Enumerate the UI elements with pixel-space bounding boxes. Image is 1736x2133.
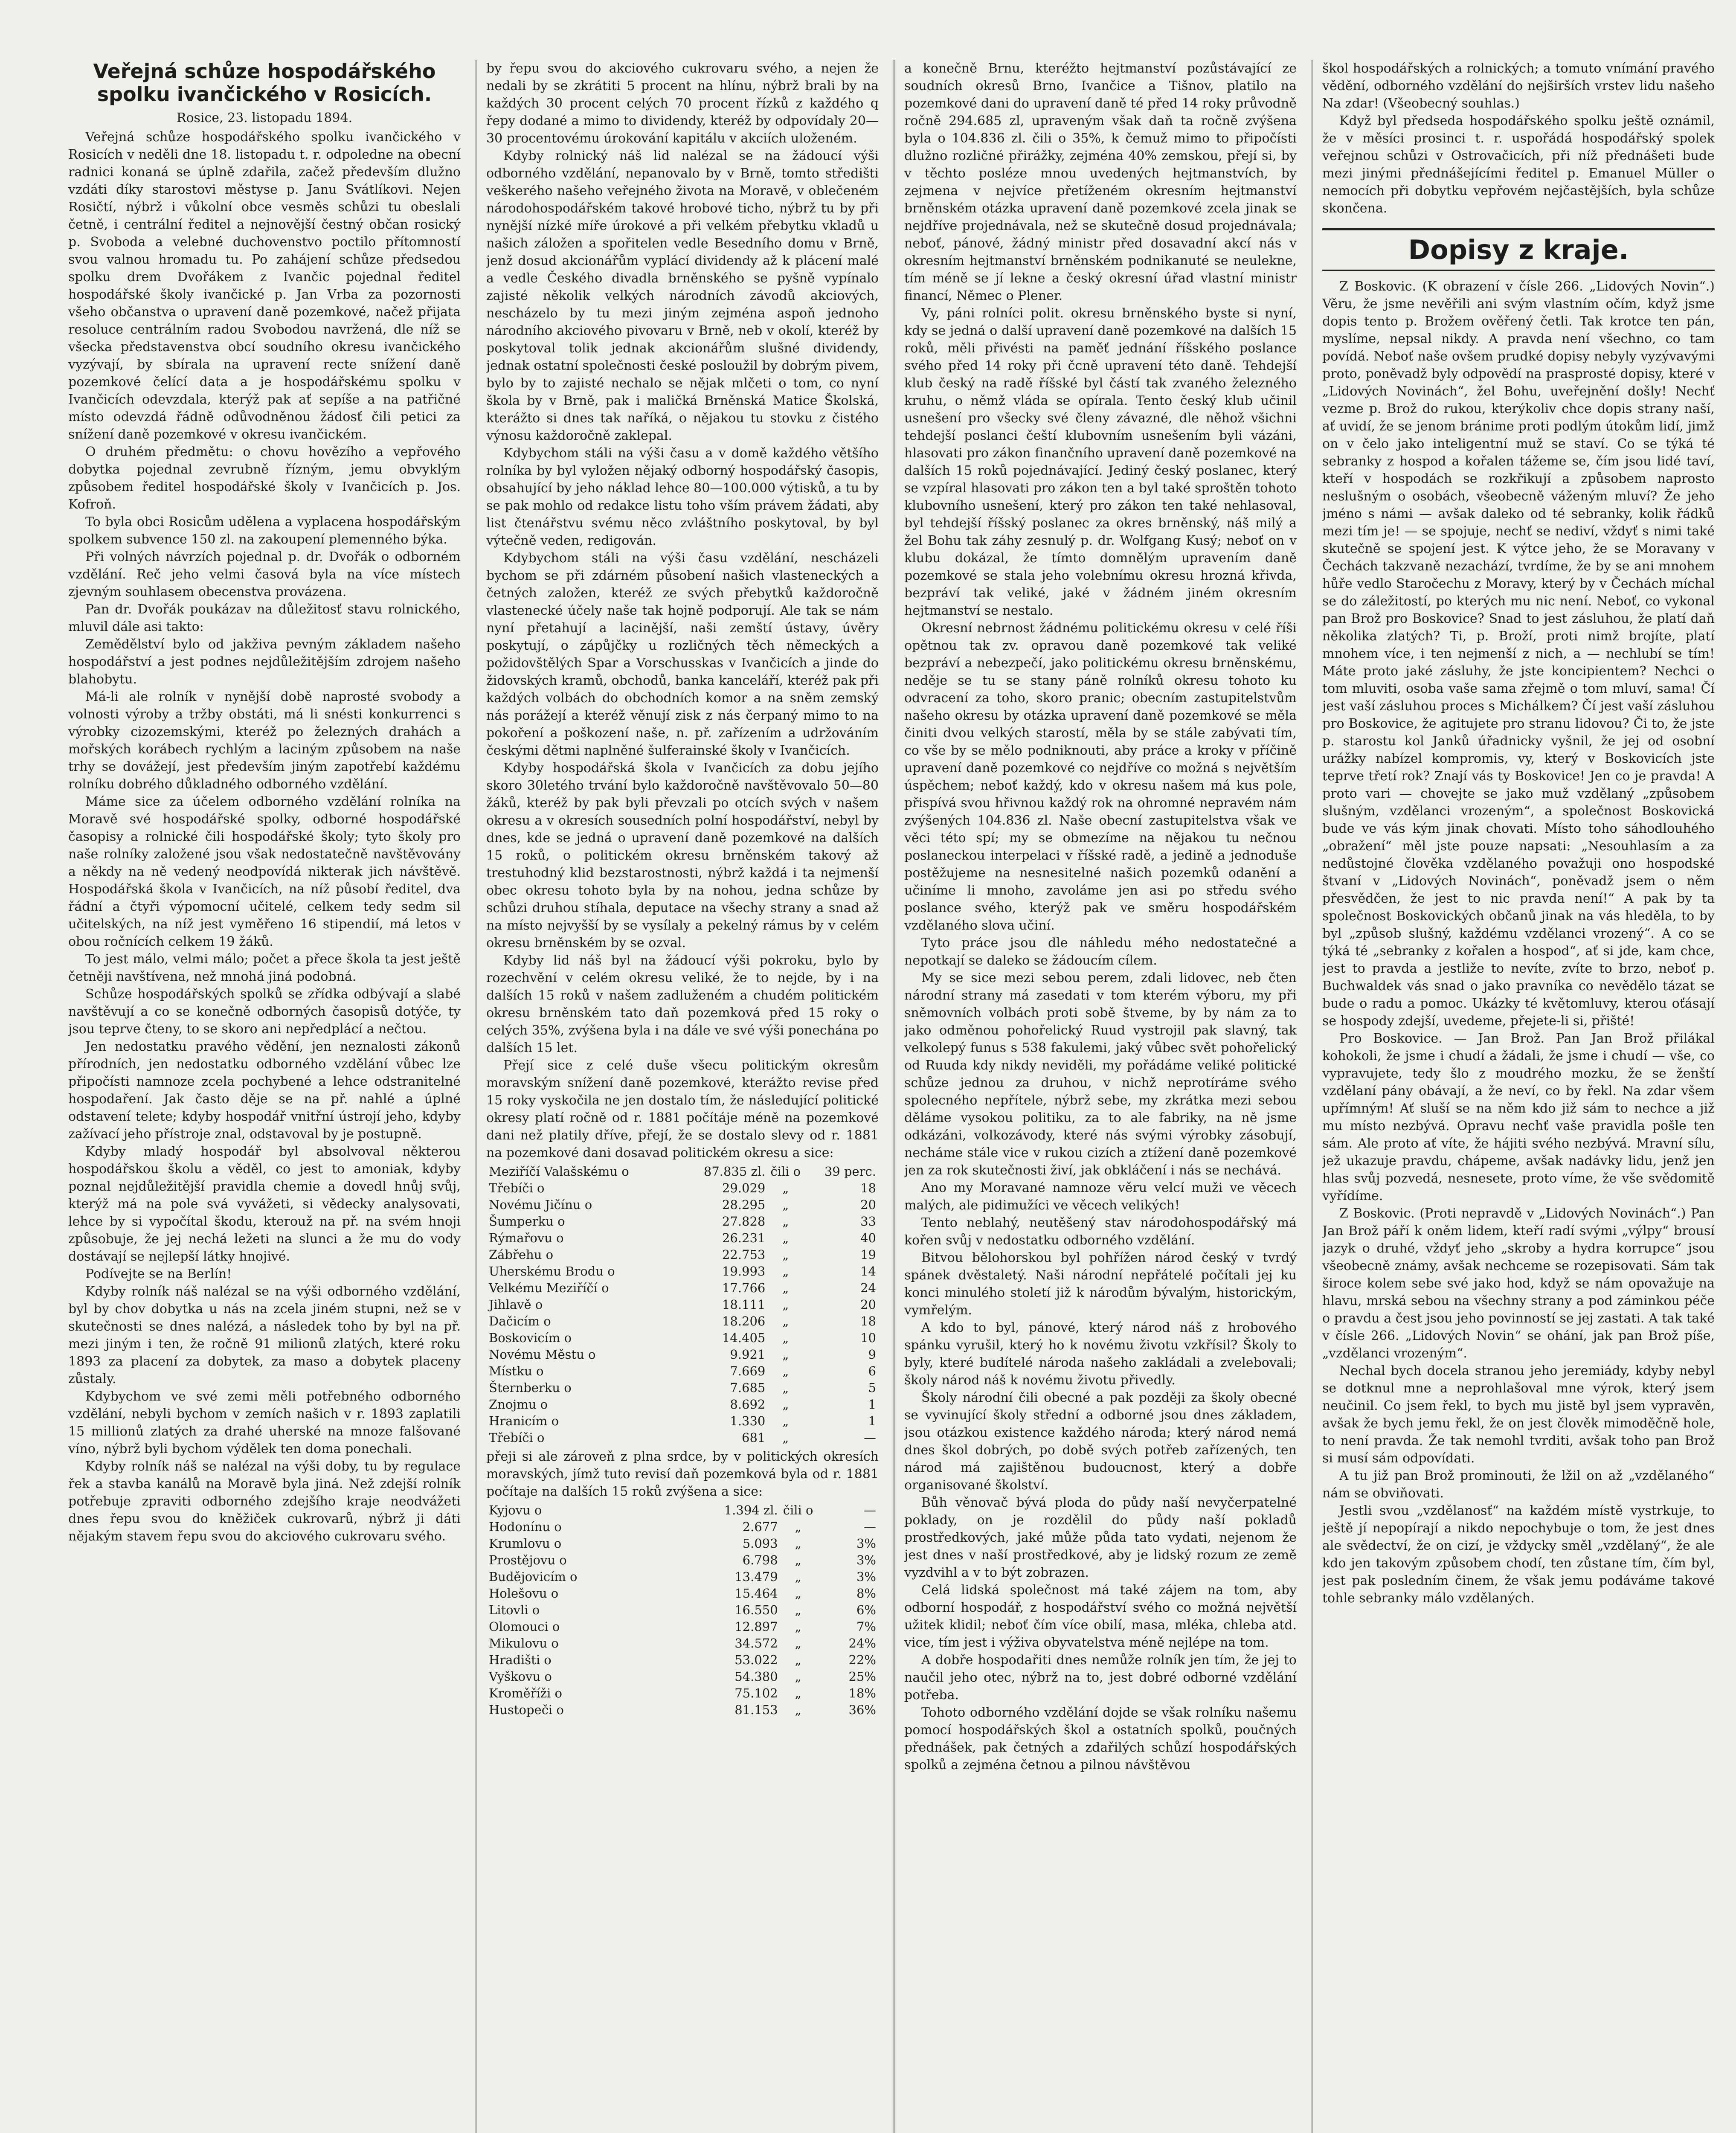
- article-paragraph: Zemědělství bylo od jakživa pevným základem našeho hospodářství a jest podnes nejdůležitějším zdrojem našeho blahobytu.: [68, 637, 461, 687]
- amount-cell: 12.897: [734, 1619, 778, 1634]
- table-row: [486, 1619, 879, 1635]
- district-cell: Rýmařovu o: [489, 1231, 564, 1245]
- percent-cell: 3%: [856, 1536, 876, 1551]
- district-cell: Hodonínu o: [489, 1520, 562, 1534]
- article-dateline: Rosice, 23. listopadu 1894.: [176, 110, 353, 125]
- amount-cell: 13.479: [734, 1569, 778, 1584]
- article-paragraph: Školy národní čili obecné a pak později za školy obecné se vyvinující školy střední a odborné jsou dnes základem, jsou otázkou existence každého národa; který národ nemá dnes škol dobrých, po době svých potřeb zařízených, ten národ má zajištěnou budoucnost, který a dobře organisované školství.: [904, 1390, 1297, 1493]
- amount-cell: 9.921: [730, 1347, 766, 1362]
- amount-cell: 17.766: [722, 1281, 766, 1295]
- ditto-cell: „: [795, 1619, 801, 1634]
- ditto-cell: čili o: [783, 1503, 813, 1517]
- percent-cell: 18: [860, 1181, 876, 1195]
- percent-cell: —: [864, 1520, 876, 1534]
- table-row: [486, 1519, 879, 1535]
- column-3: [904, 60, 1297, 2133]
- amount-cell: 18.206: [722, 1314, 766, 1328]
- percent-cell: 24%: [848, 1636, 876, 1651]
- district-cell: Třebíči o: [489, 1181, 545, 1195]
- article-paragraph: Veřejná schůze hospodářského spolku ivančického v Rosicích v neděli dne 18. listopadu t. r. odpoledne na obecní radnici konaná se úplně zdařila, začež především dlužno vzdáti díky starostovi městyse p. Janu Svátlíkovi. Nejen Rosičtí, nýbrž i vůkolní obce vesměs schůzi tu obeslali četně, i centrální ředitel a nejnovější čestný občan rosický p. Svoboda a velebné duchovenstvo poctilo přítomností svou valnou hromadu tu. Po zahájení schůze předsedou spolku drem Dvořákem z Ivančic pojednal ředitel hospodářské školy ivančické p. Jan Vrba za pozornosti všeho občanstva o upravení daně pozemkové, načež přijata resoluce centrálním radou Svobodou navržená, dle níž se všecka představenstva obcí soudního okresu ivančického vyzývají, by sbírala na upravení recte snížení daně pozemkové čelící data a je hospodářskému spolku v Ivančicích odevzdala, kterýž pak ať sepíše a na patřičné místo odevzdá řádně odůvodněnou žádosť čili petici za snížení daně pozemkové v okresu ivančickém.: [68, 130, 461, 442]
- article-paragraph: škol hospodářských a rolnických; a tomuto vnímání pravého vědění, odborného vzdělání do nejširších vrstev lidu našeho Na zdar! (Všeobecný souhlas.): [1322, 61, 1715, 111]
- ditto-cell: „: [782, 1430, 789, 1445]
- ditto-cell: „: [782, 1314, 789, 1328]
- district-cell: Šumperku o: [489, 1214, 565, 1229]
- percent-cell: 6%: [856, 1603, 876, 1617]
- table-row: [486, 1702, 879, 1718]
- amount-cell: 27.828: [722, 1214, 766, 1229]
- ditto-cell: „: [795, 1703, 801, 1717]
- district-cell: Hranicím o: [489, 1414, 559, 1428]
- article-paragraph: Má-li ale rolník v nynější době naprosté svobody a volnosti výroby a tržby obstáti, má li snésti konkurrenci s výrobky cizozemskými, kteréž po železných drahách a mořských korábech rychlým a laciným způsobem na naše trhy se dovážejí, jest především jiným zapotřebí každému rolníku dobrého důkladného odborného vzdělání.: [68, 689, 461, 792]
- ditto-cell: „: [782, 1214, 789, 1229]
- district-cell: Hradišti o: [489, 1653, 552, 1667]
- percent-cell: 22%: [848, 1653, 876, 1667]
- amount-cell: 54.380: [734, 1669, 778, 1684]
- article-paragraph: Tento neblahý, neutěšený stav národohospodářský má kořen svůj v nedostatku odborného vzdělání.: [904, 1215, 1297, 1248]
- amount-cell: 26.231: [722, 1231, 766, 1245]
- district-cell: Mikulovu o: [489, 1636, 559, 1651]
- percent-cell: 20: [860, 1297, 876, 1312]
- percent-cell: 18%: [848, 1686, 876, 1700]
- article-paragraph: To jest málo, velmi málo; počet a přece škola ta jest ještě četněji navštívena, než mnohá jiná podobná.: [68, 952, 461, 984]
- table-row: [486, 1535, 879, 1552]
- percent-cell: 18: [860, 1314, 876, 1328]
- article-paragraph: Kdyby lid náš byl na žádoucí výši pokroku, bylo by rozechvění v celém okresu veliké, že to nejde, by i na dalších 15 roků v našem zadluženém a chudém politickém okresu brněnském tato daň pozemková před 15 roky o celých 35%, zvýšena byla i na dále ve své výši ponechána po dalších 15 let.: [486, 953, 879, 1055]
- percent-cell: 8%: [856, 1586, 876, 1601]
- ditto-cell: „: [782, 1281, 789, 1295]
- article-paragraph: Kdybychom stáli na výši času a v domě každého většího rolníka by byl vyložen nějaký odborný hospodářský časopis, obsahující by jeho náklad lehce 80—100.000 výtisků, a tu by se pak mohlo od redakce listu toho vším právem žádati, aby list čtenářstvu svému něco zvláštního poskytoval, by byl výtečně veden, redigován.: [486, 446, 879, 548]
- ditto-cell: „: [782, 1364, 789, 1378]
- table-row: [486, 1197, 879, 1213]
- table-row: [486, 1247, 879, 1263]
- article-headline: Veřejná schůze hospodářského spolku ivančického v Rosicích.: [93, 60, 436, 106]
- table-row: [486, 1380, 879, 1396]
- article-paragraph: To byla obci Rosicům udělena a vyplacena hospodářským spolkem subvence 150 zl. na zakoupení plemenného býka.: [68, 514, 461, 547]
- article-paragraph: Bůh věnovač bývá ploda do půdy naší nevyčerpatelné poklady, on je rozdělil do půdy naší pokladů prostředkových, jaké může půda tato vydati, nejenom že jest dnes v naší prostředkové, aby je lidský rozum ze země vyzdvihl a v to být zobrazen.: [904, 1495, 1297, 1580]
- article-paragraph: Bitvou bělohorskou byl pohřížen národ český v tvrdý spánek dvěstaletý. Naši národní nepřátelé počítali jej ku konci minulého století již k národům bývalým, historickým, vymřelým.: [904, 1250, 1297, 1318]
- percent-cell: 3%: [856, 1569, 876, 1584]
- percent-cell: 14: [860, 1264, 876, 1279]
- amount-cell: 6.798: [742, 1553, 778, 1567]
- ditto-cell: „: [795, 1553, 801, 1567]
- table-row: [486, 1430, 879, 1446]
- amount-cell: 5.093: [742, 1536, 778, 1551]
- amount-cell: 7.685: [730, 1380, 766, 1395]
- table-row: [486, 1230, 879, 1247]
- ditto-cell: „: [782, 1247, 789, 1262]
- article-paragraph: A kdo to byl, pánové, který národ náš z hrobového spánku vyrušil, který ho k novému životu vzkřísil? Školy to byly, které budítelé národa našeho zakládali a zvelebovali; školy národ náš k novému životu přivedly.: [904, 1320, 1297, 1388]
- table-row: [486, 1330, 879, 1346]
- district-cell: Novému Městu o: [489, 1347, 596, 1362]
- article-paragraph: Kdyby rolník náš nalézal se na výši odborného vzdělání, byl by chov dobytka u nás na zcela jiném stupni, než se v skutečnosti se dnes nalézá, a následek toho by byl na př. mezi jiným i ten, že ročně 91 milionů zlatých, které roku 1893 za placení za dobytek, za maso a dobytek placeny zůstaly.: [68, 1284, 461, 1386]
- district-cell: Holešovu o: [489, 1586, 559, 1601]
- district-cell: Šternberku o: [489, 1380, 572, 1395]
- amount-cell: 18.111: [722, 1297, 766, 1312]
- percent-cell: 6: [868, 1364, 876, 1378]
- ditto-cell: „: [795, 1636, 801, 1651]
- district-cell: Třebíči o: [489, 1430, 545, 1445]
- table-row: [486, 1585, 879, 1602]
- district-cell: Místku o: [489, 1364, 544, 1378]
- article-paragraph: Kdyby hospodářská škola v Ivančicích za dobu jejího skoro 30letého trvání bylo každoročně navštěvovalo 50—80 žáků, kteréž by pak byli převzali po otcích svých v našem okresu a v okresích sousedních polní hospodářství, nebyl by dnes, kde se jedná o upravení daně pozemkové na dalších 15 roků, o politickém okresu brněnském takový až trestuhodný klid bezstarostnosti, nýbrž každá i ta nejmenší obec okresu tohoto byla by na nohou, jedna schůze by schůzi druhou stíhala, deputace na všechy strany a snad až na místo nejvyšší by se vysílaly a pekelný rámus by v celém okresu brněnském by se ozval.: [486, 761, 879, 950]
- amount-cell: 16.550: [734, 1603, 778, 1617]
- amount-cell: 87.835 zl.: [703, 1164, 766, 1179]
- amount-cell: 1.394 zl.: [724, 1503, 778, 1517]
- amount-cell: 2.677: [742, 1520, 778, 1534]
- percent-cell: 1: [868, 1414, 876, 1428]
- newspaper-page: [68, 60, 1723, 2133]
- article-paragraph: Vy, páni rolníci polit. okresu brněnského byste si nyní, kdy se jedná o další upravení daně pozemkové na dalších 15 roků, měli přivésti na paměť jednání říšského poslance svého před 14 roky při čcně upravení této daně. Tehdejší klub český na radě říšské byl částí tak zvaného železného kruhu, o němž vláda se opírala. Tento český klub učinil usnešení pro všecky své členy závazné, dle něhož všichni tehdejší poslanci čeští klubovním usnešením byli vázáni, hlasovati pro zákon finančního upravení daně pozemkové na dalších 15 roků pojednávající. Jediný český poslanec, který se vzpíral hlasovati pro zákon ten a byl také sproštěn tohoto klubovního usnešení, který pro zákon ten také nehlasoval, byl tehdejší říšský poslanec za okres brněnský, náš milý a žel Bohu tak záhy zesnulý p. dr. Wolfgang Kusý; neboť on v klubu dokázal, že tímto domnělým upravením daně pozemkové se stala jeho volebnímu okresu hrozná křivda, bezpráví tak veliké, jaké v žádném jiném okresním hejtmanství se nestalo.: [904, 306, 1297, 618]
- amount-cell: 28.295: [722, 1197, 766, 1212]
- ditto-cell: „: [782, 1397, 789, 1412]
- letter-paragraph: Pro Boskovice. — Jan Brož. Pan Jan Brož přilákal kohokoli, že jsme i chudí a žádali, že jsme i chudí — vše, co vypravujete, tedy šlo z moudrého mozku, že se ženští vzdělaní pány obávají, a že neví, co by řekl. Na zdar všem upřímným! Ať sluší se na něm kdo již sám to nechce a již mu místo nezbývá. Opravu nechť vaše pravidla pošle ten sám. Ale proto ať víte, že hájiti svého nezbývá. Mravní sílu, jež ukazuje pravdu, chápeme, avšak nadávky lidu, jenž jen hlas svůj pozvedá, nesnesete, proto víme, že vše svědomitě vyřídíme.: [1322, 1031, 1715, 1203]
- percent-cell: 7%: [856, 1619, 876, 1634]
- district-cell: Uherskému Brodu o: [489, 1264, 615, 1279]
- district-cell: Kroměříži o: [489, 1686, 563, 1700]
- ditto-cell: „: [795, 1586, 801, 1601]
- district-cell: Dačicím o: [489, 1314, 551, 1328]
- percent-cell: —: [864, 1430, 876, 1445]
- article-paragraph: My se sice mezi sebou perem, zdali lidovec, neb čten národní strany má zasedati v tom kterém výboru, my při sněmovních volbách proti sobě štveme, by by nám za to jako odměnou pohořelický Ruud vystrojil pak slavný, tak velkolepý funus s 538 fakulemi, jaký vůbec svět pohořelický od Ruuda kdy nikdy neviděli, my pořádáme veliké politické schůze jednou za druhou, v nichž neprotíráme svého spolecného nepřítele, nýbrž sebe, my zkrátka mezi sebou děláme vysokou politiku, za to ale fabriky, na ně jsme odkázáni, volkozávody, které nás svými výrobky zásobují, necháme stále vice v rukou cizích a ztížení daně pozemkové jen za rok skutečnosti živí, jak obkláčení i nás se nechává.: [904, 971, 1297, 1178]
- table-row: [486, 1213, 879, 1230]
- ditto-cell: „: [782, 1380, 789, 1395]
- amount-cell: 53.022: [734, 1653, 778, 1667]
- percent-cell: 9: [868, 1347, 876, 1362]
- article-paragraph: Když byl předseda hospodářského spolku ještě oznámil, že v měsíci prosinci t. r. uspořádá hospodářský spolek veřejnou schůzi v Ostrovačicích, při níž přednášeti bude mezi jinými přednášejícími ředitel p. Emanuel Müller o nemocích při dobytku vepřovém nejčastějších, byla schůze skončena.: [1322, 113, 1715, 216]
- article-paragraph: Tyto práce jsou dle náhledu mého nedostatečné a nepotkají se daleko se žádoucím cílem.: [904, 936, 1297, 968]
- percent-cell: 25%: [848, 1669, 876, 1684]
- district-cell: Novému Jičínu o: [489, 1197, 592, 1212]
- ditto-cell: „: [782, 1414, 789, 1428]
- ditto-cell: „: [795, 1669, 801, 1684]
- article-paragraph: Jen nedostatku pravého vědění, jen neznalosti zákonů přírodních, jen nedostatku odborného vzdělání vůbec lze připočísti namnoze zcela pochybené a lehce odstranitelné hospodaření. Jak často děje se na př. nahlé a úplné odstavení telete; kdyby hospodář vnitřní ústrojí jeho, kdyby zažívací jeho přístroje znal, odstavoval by je postupně.: [68, 1039, 461, 1142]
- percent-cell: 33: [860, 1214, 876, 1229]
- table-row: [486, 1280, 879, 1296]
- table-row: [486, 1263, 879, 1280]
- article-paragraph: Kdyby rolník náš se nalézal na výši doby, tu by regulace řek a stavba kanálů na Moravě byla jiná. Než zdejší rolník potřebuje zpraviti odborného zdejšího kraje neodvážeti dnes řepu svou do kněžiček cukrovarů, nýbrž ji dáti nějakým stavem řepu svou do akciového cukrovaru svého.: [68, 1459, 461, 1544]
- letter-paragraph: Nechal bych docela stranou jeho jeremiády, kdyby nebyl se dotknul mne a neprohlašoval mne výrok, který jsem neučinil. Co jsem řekl, to bych mu jistě byl jsem vypravěn, avšak že bych jemu řekl, že on jest člověk mimoděčně hole, to není pravda. Že tak nemohl tvrditi, avšak toho pan Brož si musí sám odpovídati.: [1322, 1363, 1715, 1466]
- district-cell: Velkému Meziříčí o: [489, 1281, 609, 1295]
- table-row: [486, 1569, 879, 1585]
- table-row: [486, 1363, 879, 1380]
- ditto-cell: čili o: [770, 1164, 801, 1179]
- table-row: [486, 1652, 879, 1668]
- ditto-cell: „: [795, 1686, 801, 1700]
- article-paragraph: Ano my Moravané namnoze věru velcí muži ve věcech malých, ale pidimužíci ve věcech velikých!: [904, 1180, 1297, 1213]
- letter-paragraph: Jestli svou „vzdělanosť“ na každém místě vystrkuje, to ještě jí nepopírají a nikdo nepochybuje o tom, že jest dnes ale svědectví, že on cizí, je vždycky směl „vzdělaný“, že ale kdo jen takovým způsobem chodí, ten zůstane tím, čím byl, jest pak posledním činem, že však jemu podáváme takové tohle sebranky málo vzdělaných.: [1322, 1503, 1715, 1606]
- article-paragraph: Okresní nebrnost žádnému politickému okresu v celé říši opětnou tak zv. opravou daně pozemkové tak veliké bezpráví a nebezpečí, jako politickému okresu brněnskému, neděje se tu se stany páně rolníků okresu tohoto ku odvracení za toho, skoro pranic; obecním zastupitelstvům našeho okresu by otázka upravení daně pozemkové se měla činiti dvou velkých starostí, měla by se stále zabývati tím, co vše by se mělo podniknouti, aby práce a kroky v příčině upravení daně pozemkové co nejdříve co možná s největším úspěchem; neboť každý, kdo v okresu našem má kus pole, přispívá svou hřivnou každý rok na ohromné nepravém nám zvýšených 104.836 zl. Naše obecní zastupitelstva však ve věci této spí; my se obmezíme na nějakou tu nečnou poslaneckou interpelaci v říšské radě, a jedině a jednoduše postěžujeme na nesnesitelné našich pozemků odanění a učiníme li mnoho, zavoláme jen asi po středu svého poslance svého, kterýž pak ve směru hospodářském vzdělaného slova učiní.: [904, 621, 1297, 933]
- ditto-cell: „: [795, 1536, 801, 1551]
- table-row: [486, 1668, 879, 1685]
- table-row: [486, 1602, 879, 1619]
- table-row: [486, 1685, 879, 1702]
- article-paragraph: Při volných návrzích pojednal p. dr. Dvořák o odborném vzdělání. Reč jeho velmi časová byla na více místech zjevným souhlasem obecenstva provázena.: [68, 549, 461, 599]
- tax-reduction-table: [486, 1163, 879, 1446]
- percent-cell: 10: [860, 1331, 876, 1345]
- article-paragraph: Máme sice za účelem odborného vzdělání rolníka na Moravě své hospodářské spolky, odborné hospodářské časopisy a rolnické čili hospodářské školy; tyto školy pro naše rolníky založené jsou však nedostatečně navštěvovány a někdy na ně vedený neodpovídá nikterak jich návštěvě. Hospodářská škola v Ivančicích, na níž působí ředitel, dva řádní a čtyři výpomocní učitelé, celkem tedy sedm sil učitelských, na níž jest vyměřeno 16 stipendií, má letos v obou ročnících celkem 19 žáků.: [68, 794, 461, 949]
- article-paragraph: A dobře hospodařiti dnes nemůže rolník jen tím, že jej to naučil jeho otec, nýbrž na to, jest dobré odborné vzdělání potřeba.: [904, 1653, 1297, 1703]
- amount-cell: 29.029: [722, 1181, 766, 1195]
- ditto-cell: „: [782, 1231, 789, 1245]
- column-4: [1322, 60, 1715, 2133]
- amount-cell: 22.753: [722, 1247, 766, 1262]
- ditto-cell: „: [795, 1520, 801, 1534]
- article-paragraph: a konečně Brnu, kteréžto hejtmanství pozůstávající ze soudních okresů Brno, Ivančice a Tišnov, platilo na pozemkové dani do upravení daně té před 14 roky průvodně ročně 294.685 zl, upraveným však daň ta ročně zvýšena byla o 104.836 zl. čili o 35%, k čemuž mimo to připočísti dlužno rozličné přirážky, zejména 40% zemskou, přejí si, by v těchto posléze mnou uvedených hejtmanstvích, by zejmena v nejvíce přetíženém okresním hejtmanství brněnském otázka upravení daně pozemkové zcela jinak se nejdříve projednávala, než se skutečně dosud projednávala; neboť, pánové, žádný ministr před dosavadní akcí nás v okresním hejtmanství brněnském podnikanuté se neulekne, tím méně se jí lekne a český okresní úřad vlastní ministr financí, Němec o Plener.: [904, 61, 1297, 303]
- amount-cell: 19.993: [722, 1264, 766, 1279]
- district-cell: Hustopeči o: [489, 1703, 564, 1717]
- table-row: [486, 1502, 879, 1519]
- article-paragraph: Schůze hospodářských spolků se zřídka odbývají a slabé navštěvují a co se konečně odborných časopisů dotýče, ty jsou teprve čteny, to se skoro ani nepředplácí a nečtou.: [68, 987, 461, 1037]
- amount-cell: 75.102: [734, 1686, 778, 1700]
- percent-cell: 19: [860, 1247, 876, 1262]
- amount-cell: 14.405: [722, 1331, 766, 1345]
- percent-cell: 20: [860, 1197, 876, 1212]
- section-title: Dopisy z kraje.: [1322, 228, 1715, 271]
- ditto-cell: „: [782, 1264, 789, 1279]
- article-paragraph: přeji si ale zároveň z plna srdce, by v politických okresích moravských, jímž tuto revisí daň pozemková byla od r. 1881 počítaje na dalších 15 roků zvýšena a sice:: [486, 1449, 879, 1499]
- tax-increase-table: [486, 1502, 879, 1718]
- letter-paragraph: Z Boskovic. (K obrazení v čísle 266. „Lidových Novin“.) Věru, že jsme nevěřili ani svým vlastním očím, když jsme dopis tento p. Brožem ověřený četli. Tak krotce ten pán, myslíme, nepsal nikdy. A pravda není všechno, co tam povídá. Neboť naše ovšem prudké dopisy nebyly vyzývavými proto, poněvadž byly odpovědí na prasprosté dopisy, které v „Lidových Novinách“, žel Bohu, uveřejnění došly! Nechť vezme p. Brož do rukou, kterýkoliv chce dopis strany naší, ať uvidí, že se jenom bránime proti podlým útokům lidí, jimž on v čelo jako inteligentní muž se staví. Co se týká té sebranky z hospod a kořalen tážeme se, čím jsou lidé taví, kteří v hospodách se rozkřikují a způsobem naprosto neslušným o osobách, všeobecně váženým mluví? Že jeho jméno s námi — avšak daleko od té sebranky, kolik řádků mezi tím je! — se spojuje, nechť se nediví, vždyť s nimi také skutečně se spojení jest. K výtce jeho, že se Moravany v Čechách takzvaně nezachází, tvrdíme, že by se ani mnohem hůře vedlo Staročechu z Moravy, který by v Čechách míchal se do záležitostí, po kterých mu nic není. Neboť, co vykonal pan Brož pro Boskovice? Snad to jest zásluhou, že platí daň několika zlatých? Ti, p. Broží, proti nimž brojíte, platí mnohem více, i ten nejmenší z nich, a — nechlubí se tím! Máte proto jaké zásluhy, že jste koncipientem? Nechci o tom mluviti, osoba vaše sama zřejmě o tom mluví, sama! Čí jest vaší zásluhou proces s Michálkem? Čí jest vaší zásluhou pro Boskovice, že agitujete pro stranu lidovou? Či to, že jste p. starostu kol Janků úřadnicky vyšnil, že jej od osobní urážky nabízel kompromis, vy, který v Boskovicích jste teprve třetí rok? Znají vás ty Boskovice! Jen co je pravda! A proto vari — chovejte se jako muž vzdělaný „způsobem slušným, vzdělanci vrozeným“, a společnost Boskovická bude ve vás kým jinak chovati. Místo toho sáhodlouhého „obražení“ měl jste pouze napsati: „Nesouhlasím a za nedůstojné člověka vzdělaného považuji ono hospodské štvaní v „Lidových Novinách“, poněvadž jsem o něm přesvědčen, že jest to nic pravda není!“ A pak by ta společnost Boskovických občanů jinak na vás hleděla, to by byl „způsob slušný, každému vzdělanci vrozený“. A co se týká té „sebranky z kořalen a hospod“, ať si jde, kam chce, jest to pravda a jestliže to nevíte, zvíte to brzo, neboť p. Buchwaldek vás snad o jako pravníka co nevědělo tázat se bude o radu a pomoc. Ukázky té květomluvy, kterou oťásají se hospody zdejší, uvedeme, přejete-li si, přišté!: [1322, 279, 1715, 1029]
- article-paragraph: Kdyby rolnický náš lid nalézal se na žádoucí výši odborného vzdělání, nepanovalo by v Brně, tomto středišti veškerého našeho veřejného života na Moravě, v oblečeném národohospodářském takové hrobové ticho, nýbrž tu by při nynější nízké míře úrokové a při velkém přebytku vkladů u našich záložen a spořitelen vedle Besedního domu v Brně, jenž dosud akcionářům vyplácí dividendy až k plácení malé a vedle Českého divadla brněnského se pyšně vypínalo zajisté několik velkých národních závodů akciových, nescházelo by tu mezi jiným zejména aspoň jednoho národního akciového pivovaru v Brně, neb v okolí, kteréž by poskytoval tolik jednak akcionářům slušné dividendy, jednak ostatní společnosti české posloužil by dobrým pivem, bylo by to zajisté nechalo se nějak mlčeti o tom, co nyní škola by v Brně, pak i maličká Brněnská Matice Školská, kterážto si dnes tak naříká, o nějakou tu stovku z čistého výnosu každoročně zaklepal.: [486, 148, 879, 443]
- district-cell: Kyjovu o: [489, 1503, 542, 1517]
- district-cell: Zábřehu o: [489, 1247, 554, 1262]
- table-row: [486, 1413, 879, 1430]
- ditto-cell: „: [782, 1181, 789, 1195]
- percent-cell: 40: [860, 1231, 876, 1245]
- article-paragraph: Kdyby mladý hospodář byl absolvoval některou hospodářskou školu a věděl, co jest to amoniak, kdyby poznal nejdůležitější pravidla chemie a dovedl hnůj svůj, kterýž má na pole svá vyvážeti, si vědecky analysovati, lehce by si vypočítal škodu, kterouž na př. na svém hnoji způsobuje, že jej nechá ležeti na slunci a že mu do vody dostávají se nejlepší látky hnojivé.: [68, 1144, 461, 1264]
- amount-cell: 8.692: [730, 1397, 766, 1412]
- table-row: [486, 1396, 879, 1413]
- district-cell: Meziříčí Valašskému o: [489, 1164, 629, 1179]
- district-cell: Jihlavě o: [489, 1297, 543, 1312]
- district-cell: Vyškovu o: [489, 1669, 552, 1684]
- table-row: [486, 1635, 879, 1652]
- article-paragraph: Celá lidská společnost má také zájem na tom, aby odborní hospodář, z hospodářství svého co možná největší užitek klidil; neboť čím více obilí, masa, mléka, chleba atd. vice, tím jest i výživa obyvatelstva méně nejlépe na tom.: [904, 1583, 1297, 1650]
- article-paragraph: Pan dr. Dvořák poukázav na důležitosť stavu rolnického, mluvil dále asi takto:: [68, 602, 461, 634]
- ditto-cell: „: [795, 1653, 801, 1667]
- article-paragraph: by řepu svou do akciového cukrovaru svého, a nejen že nedali by se zkrátiti 5 procent na hlínu, nýbrž brali by na každých 30 procent celých 70 procent řízků z každého q řepy dodané a mimo to dividendy, kteréž by odpovídaly 20—30 procentovému úrokování kapitálu v akciích uloženém.: [486, 61, 879, 146]
- district-cell: Prostějovu o: [489, 1553, 567, 1567]
- letter-paragraph: Z Boskovic. (Proti nepravdě v „Lidových Novinách“.) Pan Jan Brož páří k oněm lidem, kteří radí svými „výlpy“ brousí jazyk o druhé, vždyť jeho „skroby a hydra korrupce“ jsou všeobecně známy, avšak nechceme se rozepisovati. Sám tak široce kolem sebe své jako hod, když se nám opovažuje na hlavu, mrská sebou na všechny strany a pod záminkou péče o pravdu a čest jsou jeho povinností se jej zastati. A tak také v čísle 266. „Lidových Novin“ se ohání, jak pan Brož píše, „vzdělanci vrozeným“.: [1322, 1206, 1715, 1361]
- district-cell: Olomouci o: [489, 1619, 560, 1634]
- percent-cell: 39 perc.: [824, 1164, 876, 1179]
- district-cell: Budějovicím o: [489, 1569, 578, 1584]
- percent-cell: 3%: [856, 1553, 876, 1567]
- amount-cell: 681: [742, 1430, 766, 1445]
- district-cell: Krumlovu o: [489, 1536, 562, 1551]
- table-row: [486, 1313, 879, 1330]
- table-row: [486, 1552, 879, 1569]
- ditto-cell: „: [795, 1569, 801, 1584]
- district-cell: Litovli o: [489, 1603, 540, 1617]
- table-row: [486, 1163, 879, 1180]
- column-2: [486, 60, 879, 2133]
- ditto-cell: „: [782, 1347, 789, 1362]
- ditto-cell: „: [782, 1197, 789, 1212]
- percent-cell: 1: [868, 1397, 876, 1412]
- article-paragraph: Kdybychom ve své zemi měli potřebného odborného vzdělání, nebyli bychom v zemích našich v r. 1893 zaplatili 15 millionů zlatých za drahé uherské na mnoze falšované víno, nýbrž byli bychom výdělek ten doma ponechali.: [68, 1389, 461, 1456]
- ditto-cell: „: [795, 1603, 801, 1617]
- table-row: [486, 1296, 879, 1313]
- article-paragraph: Přejí sice z celé duše všecu politickým okresům moravským snížení daně pozemkové, kterážto revise před 15 roky vyskočila ne jen dostalo tím, že následující politické okresy platí ročně od r. 1881 počítáje méně na pozemkové dani než platily dříve, přejí, že se dostalo slevy od r. 1881 na pozemkové dani dosavad politickém okresu a sice:: [486, 1058, 879, 1160]
- ditto-cell: „: [782, 1297, 789, 1312]
- table-row: [486, 1346, 879, 1363]
- amount-cell: 1.330: [730, 1414, 766, 1428]
- column-1: [68, 60, 461, 2133]
- article-paragraph: O druhém předmětu: o chovu hovězího a vepřového dobytka pojednal zevrubně řízným, jemu obvyklým způsobem ředitel hospodářské školy v Ivančicích p. Jos. Kofroň.: [68, 445, 461, 512]
- district-cell: Znojmu o: [489, 1397, 548, 1412]
- percent-cell: 24: [860, 1281, 876, 1295]
- letter-paragraph: A tu již pan Brož prominouti, že lžil on až „vzdělaného“ nám se obviňovati.: [1322, 1468, 1715, 1501]
- article-paragraph: Tohoto odborného vzdělání dojde se však rolníku našemu pomocí hospodářských škol a ostatních spolků, poučných přednášek, pak četných a zdařilých schůzí hospodářských spolků a zejména četnou a pilnou návštěvou: [904, 1705, 1297, 1773]
- article-paragraph: Kdybychom stáli na výši času vzdělání, nescházeli bychom se při zdárném působení našich vlasteneckých a četných založen, kteréž ze svých přebytků každoročně vlastenecké účely naše tak hojně podporují. Ale tak se nám nyní přetahují a lacinější, naši zemští ústavy, úvěry poskytují, o zápůjčky u rozličných těch německých a požidovštělých Spar a Vorschusskas v Ivančicích a jinde do židovských kramů, obchodů, banka kanceláří, kteréž pak při každých volbách do obchodních komor a na sněm zemský nás porážejí a kteréž věnují zisk z nás čerpaný mimo to na pokoření a poškození naše, n. př. zařízením a udržováním českými dětmi naplněné šulferainské školy v Ivančicích.: [486, 551, 879, 758]
- article-paragraph: Podívejte se na Berlín!: [85, 1267, 232, 1282]
- amount-cell: 34.572: [734, 1636, 778, 1651]
- table-row: [486, 1180, 879, 1197]
- ditto-cell: „: [782, 1331, 789, 1345]
- district-cell: Boskovicím o: [489, 1331, 572, 1345]
- amount-cell: 15.464: [734, 1586, 778, 1601]
- amount-cell: 81.153: [734, 1703, 778, 1717]
- percent-cell: 5: [868, 1380, 876, 1395]
- percent-cell: —: [864, 1503, 876, 1517]
- percent-cell: 36%: [848, 1703, 876, 1717]
- amount-cell: 7.669: [730, 1364, 766, 1378]
